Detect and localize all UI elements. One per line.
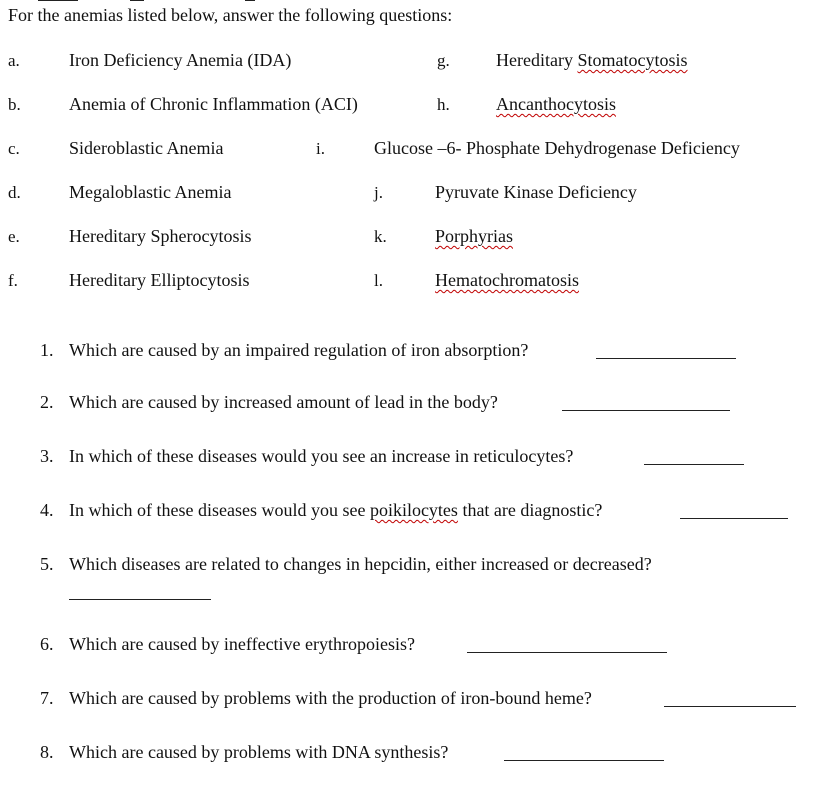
answer-blank[interactable]	[562, 410, 730, 411]
item-letter: h.	[437, 95, 450, 114]
top-fragment-line	[130, 0, 144, 1]
question-text: Which are caused by increased amount of lead in the body?	[69, 392, 498, 412]
question-text-part: that are diagnostic?	[457, 500, 603, 520]
question-text: In which of these diseases would you see an increase in reticulocytes?	[69, 446, 574, 466]
spellcheck-flagged-word: Stomatocytosis	[577, 50, 688, 70]
answer-blank[interactable]	[644, 464, 744, 465]
spellcheck-flagged-word: Ancanthocytosis	[496, 94, 616, 114]
answer-blank[interactable]	[504, 760, 664, 761]
anemia-name: Anemia of Chronic Inflammation (ACI)	[69, 94, 358, 114]
anemia-name	[496, 94, 616, 115]
item-letter: j.	[374, 183, 383, 202]
item-letter: e.	[8, 227, 20, 246]
question-number: 4.	[40, 500, 54, 520]
spellcheck-flagged-word: Porphyrias	[435, 226, 513, 246]
question-text: Which are caused by problems with the production of iron-bound heme?	[69, 688, 592, 708]
item-letter: d.	[8, 183, 21, 202]
question-number: 5.	[40, 554, 54, 574]
answer-blank[interactable]	[69, 599, 211, 600]
question-text: Which are caused by problems with DNA synthesis?	[69, 742, 449, 762]
question-text	[69, 500, 602, 521]
anemia-name: Glucose –6- Phosphate Dehydrogenase Deficiency	[374, 138, 740, 158]
anemia-name-part: Hereditary	[496, 50, 578, 70]
item-letter: k.	[374, 227, 387, 246]
question-text-part: In which of these diseases would you see	[69, 500, 370, 520]
item-letter: l.	[374, 271, 383, 290]
anemia-name: Sideroblastic Anemia	[69, 138, 224, 158]
answer-blank[interactable]	[680, 518, 788, 519]
anemia-name	[435, 226, 513, 247]
anemia-name	[496, 50, 687, 71]
top-fragment-line	[245, 0, 255, 1]
question-number: 6.	[40, 634, 54, 654]
question-number: 7.	[40, 688, 54, 708]
question-number: 2.	[40, 392, 54, 412]
item-letter: a.	[8, 51, 20, 70]
question-text: Which diseases are related to changes in hepcidin, either increased or decreased?	[69, 554, 652, 574]
question-number: 1.	[40, 340, 54, 360]
item-letter: c.	[8, 139, 20, 158]
item-letter: f.	[8, 271, 18, 290]
spellcheck-flagged-word: Hematochromatosis	[435, 270, 579, 290]
item-letter: i.	[316, 139, 325, 158]
question-number: 8.	[40, 742, 54, 762]
spellcheck-flagged-word: poikilocytes	[369, 500, 458, 520]
anemia-name: Iron Deficiency Anemia (IDA)	[69, 50, 292, 70]
instructions: For the anemias listed below, answer the following questions:	[8, 5, 453, 25]
anemia-name: Hereditary Spherocytosis	[69, 226, 252, 246]
answer-blank[interactable]	[596, 358, 736, 359]
answer-blank[interactable]	[467, 652, 667, 653]
anemia-name: Megaloblastic Anemia	[69, 182, 232, 202]
question-number: 3.	[40, 446, 54, 466]
item-letter: b.	[8, 95, 21, 114]
question-text: Which are caused by an impaired regulation of iron absorption?	[69, 340, 529, 360]
answer-blank[interactable]	[664, 706, 796, 707]
anemia-name: Hereditary Elliptocytosis	[69, 270, 250, 290]
item-letter: g.	[437, 51, 450, 70]
anemia-name	[435, 270, 579, 291]
top-fragment-line	[38, 0, 78, 1]
question-text: Which are caused by ineffective erythropoiesis?	[69, 634, 416, 654]
anemia-name: Pyruvate Kinase Deficiency	[435, 182, 637, 202]
